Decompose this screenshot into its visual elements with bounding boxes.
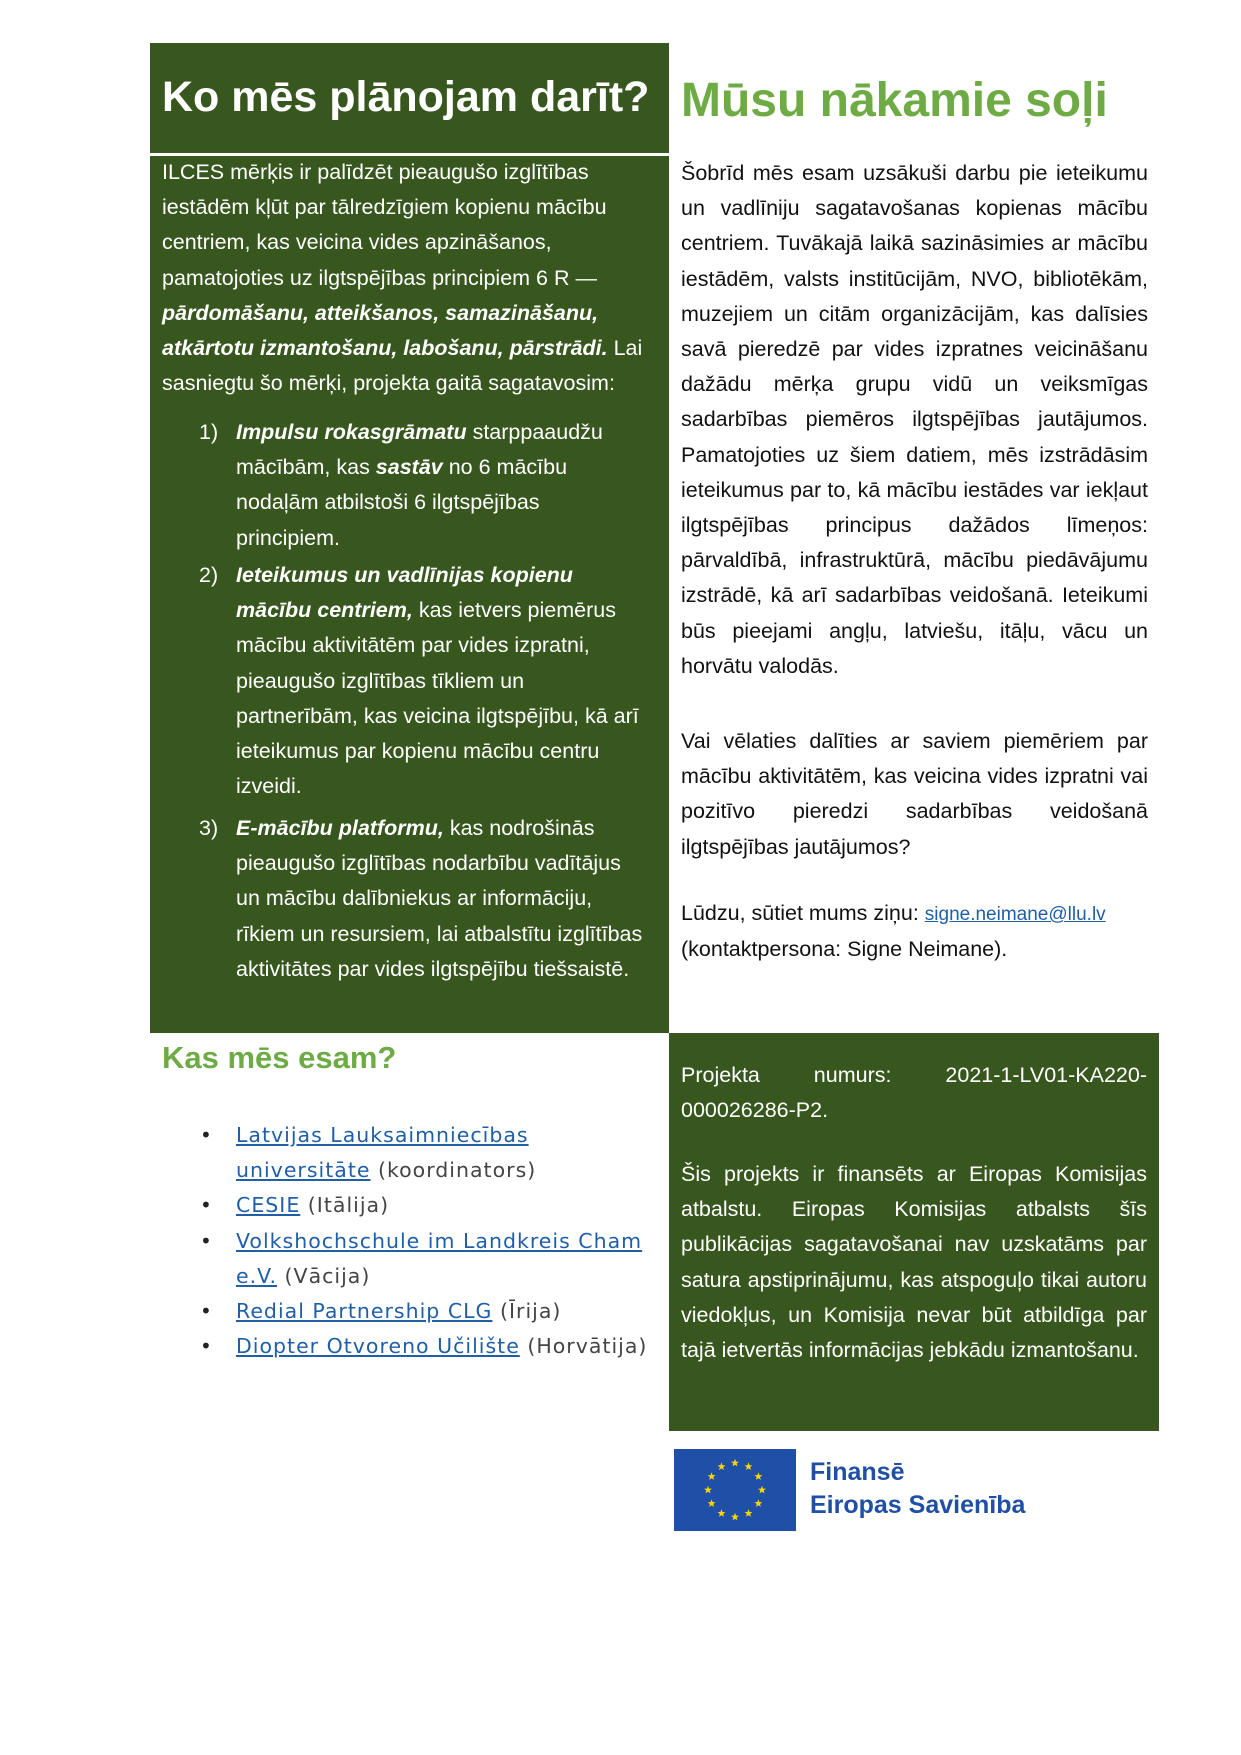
- partner-link[interactable]: Volkshochschule im Landkreis Cham e.V.: [236, 1228, 643, 1288]
- eu-star-icon: [745, 1462, 753, 1470]
- bullet-icon: •: [200, 1123, 213, 1147]
- eu-star-icon: [708, 1472, 716, 1480]
- plan-item-text: kas ietvers piemērus mācību aktivitātēm par vides izpratni, pieaugušo izglītības tīkliem un partnerībām, kas veicina ilgtspējību, kā arī ieteikumus par kopienu mācību centru izveidi.: [236, 598, 639, 799]
- intro-principles: pārdomāšanu, atteikšanos, samazināšanu, atkārtotu izmantošanu, labošanu, pārstrādi.: [162, 300, 608, 361]
- plan-section: [150, 43, 669, 1033]
- contact-email-link[interactable]: signe.neimane@llu.lv: [924, 904, 1106, 925]
- eu-star-icon: [754, 1472, 762, 1480]
- plan-item: [150, 558, 646, 804]
- next-steps-paragraph: Šobrīd mēs esam uzsākuši darbu pie ieteikumu un vadlīniju sagatavošanas kopienas mācību centriem. Tuvākajā laikā sazināsimies ar mācību iestādēm, valsts institūcijām, NVO, bibliotēkām, muzejiem un citām organizācijām, kas dalīsies savā pieredzē par vides izpratnes veicināšanu dažādu mērķa grupu vidū un veiksmīgas sadarbības piemēros ilgtspējības jautājumos. Pamatojoties uz šiem datiem, mēs izstrādāsim ieteikumus par to, kā mācību iestādes var iekļaut ilgtspējības principus dažādos līmeņos: pārvaldībā, infrastruktūrā, mācību piedāvājumu izstrādē, kā arī sadarbības veidošanā. Ieteikumi būs pieejami angļu, latviešu, itāļu, vācu un horvātu valodās.: [681, 161, 1148, 678]
- plan-item-bold2: sastāv: [375, 455, 443, 480]
- eu-funding-text: [810, 1456, 1025, 1522]
- partner-note: (koordinators): [370, 1158, 537, 1183]
- plan-intro: [162, 155, 657, 401]
- contact-person: (kontaktpersona: Signe Neimane).: [681, 937, 1008, 962]
- eu-star-icon: [731, 1459, 739, 1467]
- intro-text-c: Lai sasniegtu šo mērķi, projekta gaitā sagatavosim:: [162, 336, 643, 396]
- list-item: [150, 1118, 670, 1188]
- contact-prefix: Lūdzu, sūtiet mums ziņu:: [681, 901, 925, 925]
- bullet-icon: •: [200, 1334, 213, 1359]
- list-item: [150, 1188, 670, 1223]
- partner-link[interactable]: CESIE: [236, 1193, 301, 1218]
- eu-star-icon: [745, 1509, 753, 1517]
- plan-list: [150, 558, 669, 804]
- partner-link[interactable]: Latvijas Lauksaimniecības universitāte: [236, 1123, 529, 1183]
- eu-star-icon: [704, 1486, 712, 1494]
- eu-star-icon: [718, 1509, 726, 1517]
- plan-item: [150, 811, 646, 987]
- partner-note: (Horvātija): [519, 1334, 648, 1359]
- eu-star-icon: [731, 1513, 739, 1521]
- next-steps-question: Vai vēlaties dalīties ar saviem piemēriem par mācību aktivitātēm, kas veicina vides izpratni vai pozitīvo pieredzi sadarbības veidošanā ilgtspējības jautājumos?: [681, 729, 1148, 859]
- plan-item: [150, 415, 646, 556]
- next-steps-title: Mūsu nākamie soļi: [681, 74, 1108, 127]
- plan-item-number: 3): [199, 816, 219, 840]
- project-number: Projekta numurs: 2021-1-LV01-KA220-000026286-P2.: [681, 1063, 1147, 1123]
- plan-item-text: kas nodrošinās pieaugušo izglītības nodarbību vadītājus un mācību dalībniekus ar informāciju, rīkiem un resursiem, lai atbalstītu izglītības aktivitātes par vides ilgtspējību tiešsaistē.: [236, 816, 643, 981]
- funding-disclaimer: Šis projekts ir finansēts ar Eiropas Komisijas atbalstu. Eiropas Komisijas atbalsts šīs publikācijas sagatavošanai nav uzskatāms par satura apstiprinājumu, kas atspoguļo tikai autoru viedokļus, un Komisija nevar būt atbildīga par tajā ietvertās informācijas jebkādu izmantošanu.: [681, 1162, 1147, 1363]
- eu-stars-icon: [674, 1449, 796, 1531]
- partner-link[interactable]: Diopter Otvoreno Učilište: [236, 1334, 520, 1359]
- eu-star-icon: [708, 1499, 716, 1507]
- partner-note: (Itālija): [300, 1193, 390, 1218]
- plan-list: [150, 415, 669, 556]
- plan-item-bold: E-mācību platformu,: [236, 816, 444, 840]
- list-item: [150, 1329, 670, 1364]
- eu-star-icon: [754, 1499, 762, 1507]
- eu-line2: Eiropas Savienība: [810, 1491, 1026, 1519]
- plan-title: Ko mēs plānojam darīt?: [162, 73, 650, 121]
- intro-text-a: ILCES mērķis ir palīdzēt pieaugušo izglītības iestādēm kļūt par tālredzīgiem kopienu mācību centriem, kas veicina vides apzināšanos, pamatojoties uz ilgtspējības principiem 6 R —: [162, 160, 607, 290]
- plan-item-number: 2): [199, 563, 219, 587]
- plan-item-bold: Impulsu rokasgrāmatu: [236, 420, 467, 444]
- bullet-icon: •: [200, 1299, 213, 1324]
- list-item: [150, 1224, 670, 1294]
- eu-star-icon: [758, 1486, 766, 1494]
- partners-title: Kas mēs esam?: [162, 1040, 397, 1075]
- partner-link[interactable]: Redial Partnership CLG: [236, 1299, 493, 1324]
- plan-item-text2: no 6 mācību nodaļām atbilstoši 6 ilgtspējības principiem.: [236, 455, 568, 550]
- bullet-icon: •: [200, 1193, 213, 1218]
- contact-info: [681, 896, 1148, 967]
- plan-list: [150, 811, 669, 987]
- eu-line1: Finansē: [810, 1458, 905, 1486]
- bullet-icon: •: [200, 1228, 213, 1253]
- plan-item-number: 1): [199, 420, 219, 444]
- plan-item-text: starppaaudžu mācībām, kas: [236, 420, 603, 480]
- plan-item-bold: Ieteikumus un vadlīnijas kopienu mācību centriem,: [236, 563, 573, 623]
- partner-note: (Vācija): [277, 1263, 371, 1288]
- eu-flag-icon: [674, 1449, 796, 1531]
- funding-section: [669, 1033, 1159, 1431]
- eu-star-icon: [718, 1462, 726, 1470]
- partners-list: [150, 1118, 670, 1364]
- partner-note: (Īrija): [492, 1299, 562, 1324]
- list-item: [150, 1294, 670, 1329]
